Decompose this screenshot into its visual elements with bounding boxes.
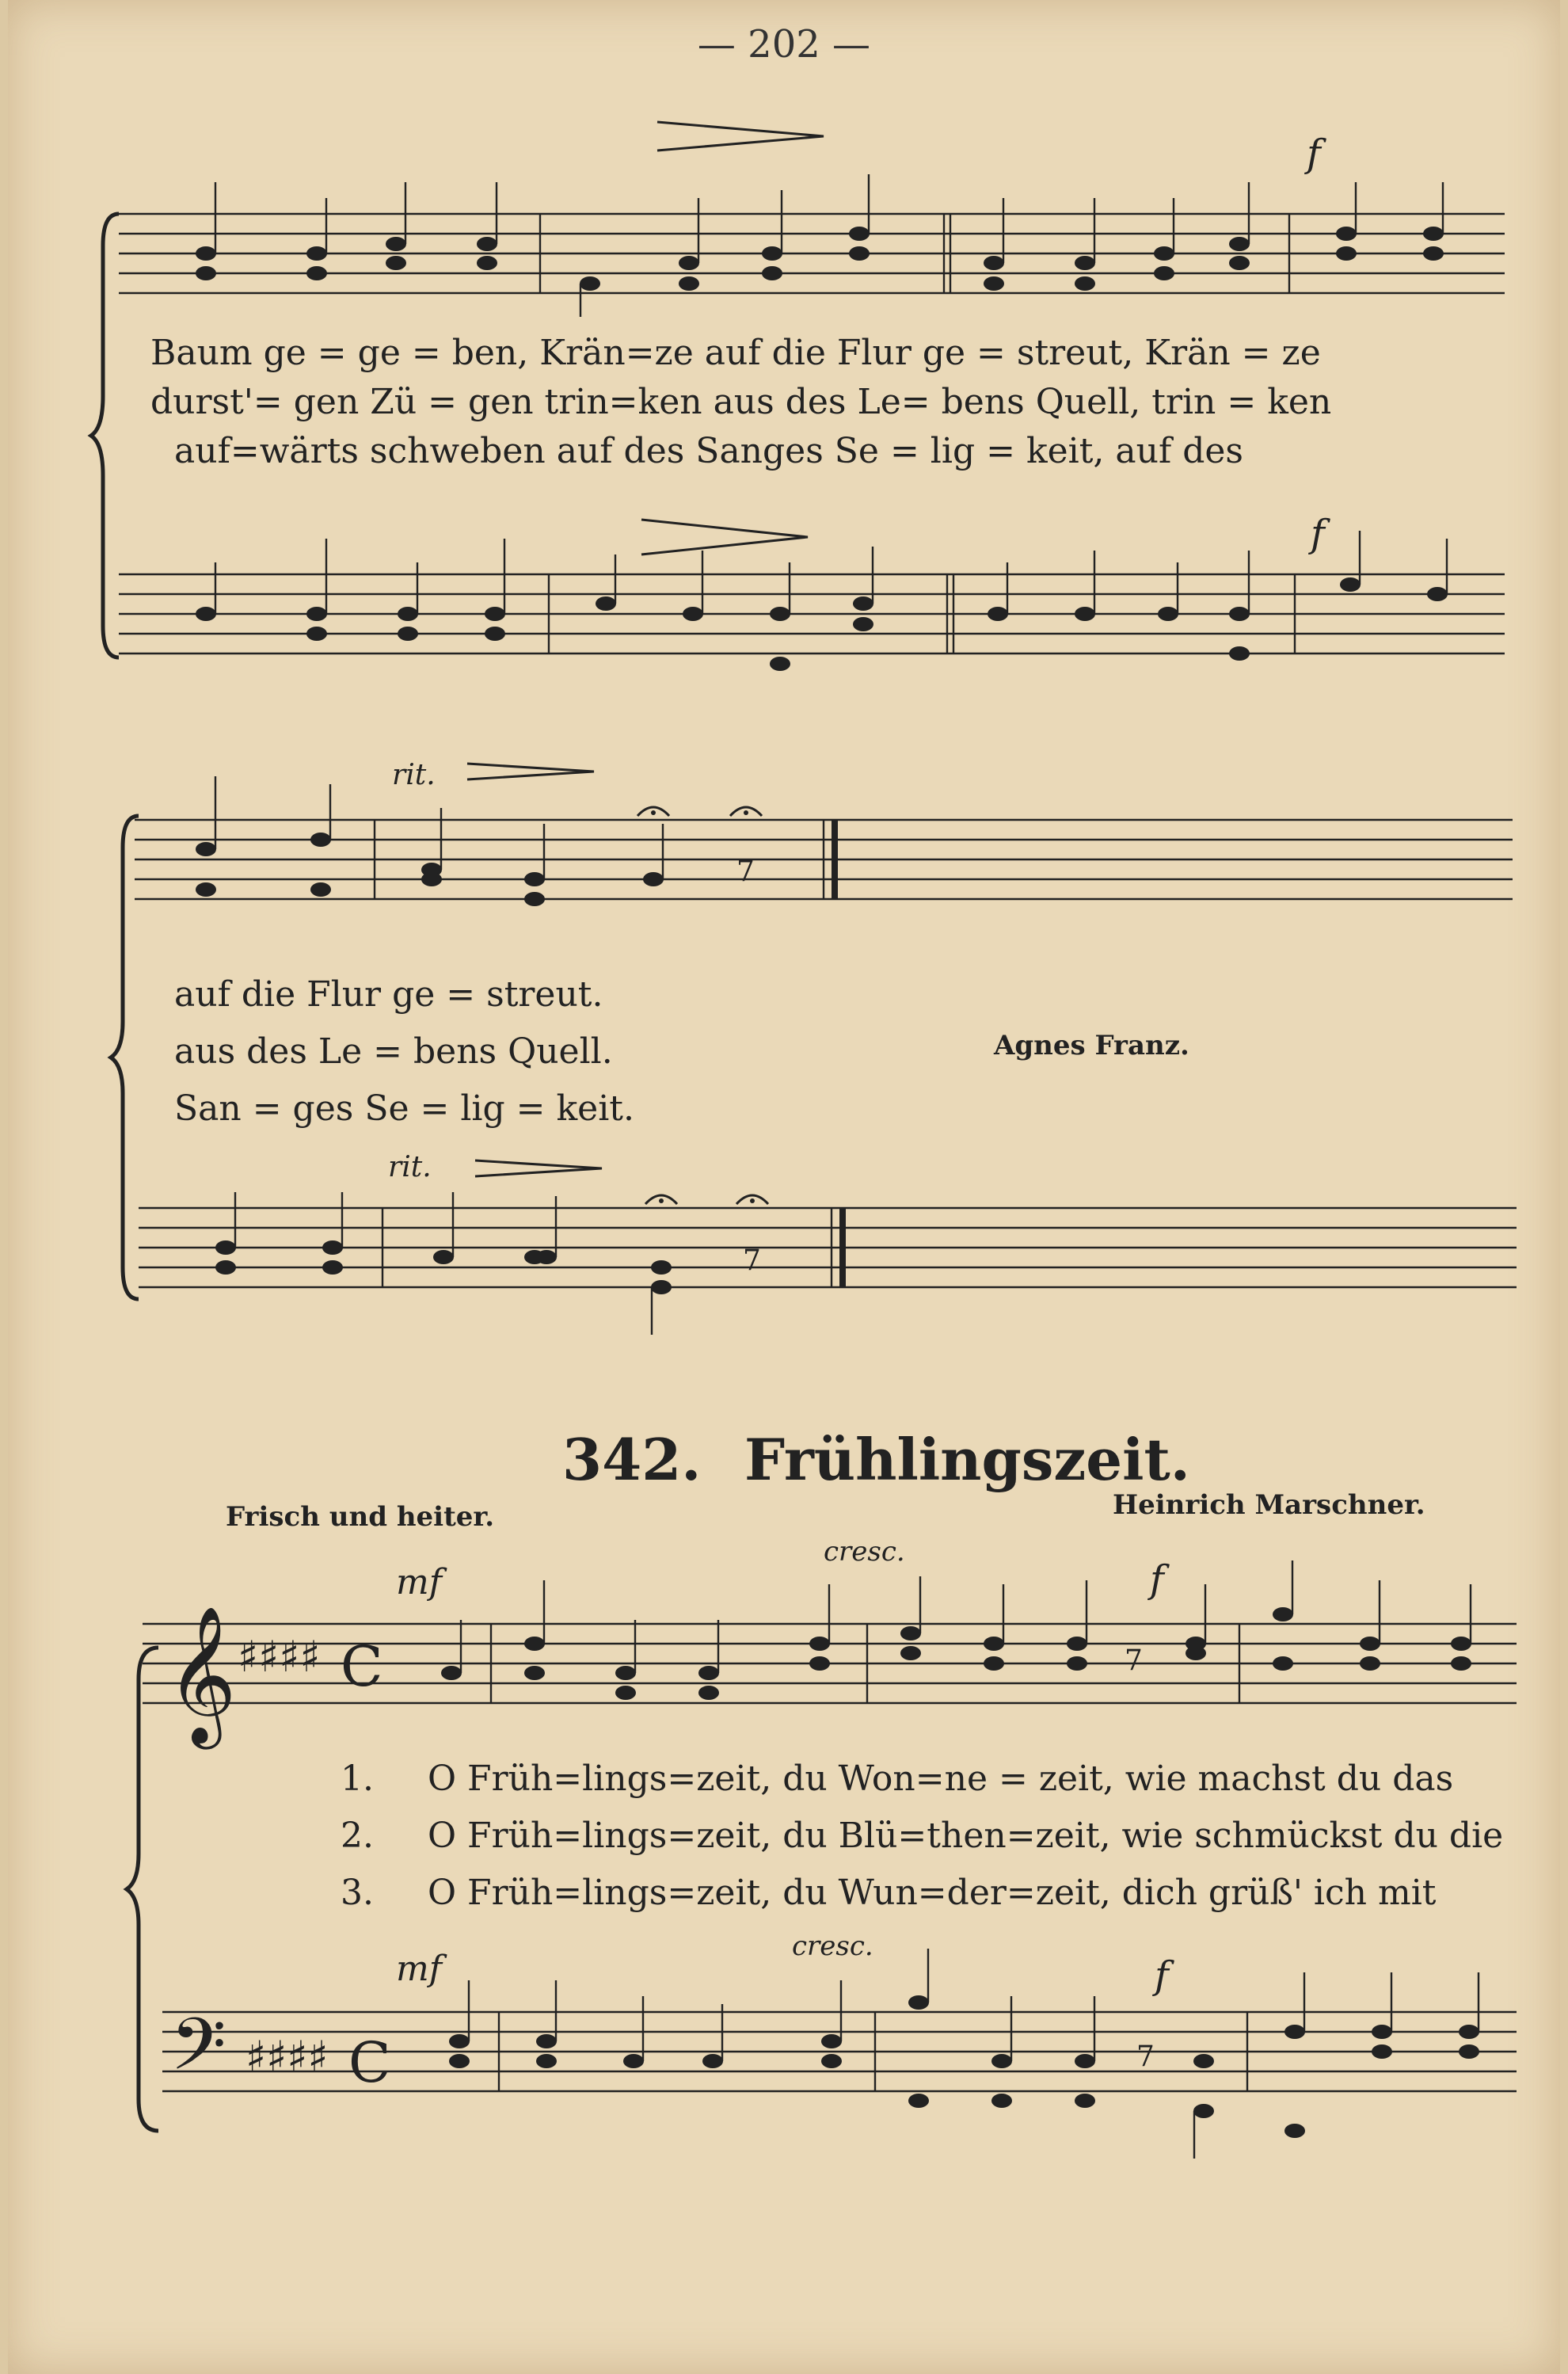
lyric-line-6: San = ges Se = lig = keit. [174, 1088, 634, 1129]
cresc-upper: cresc. [824, 1536, 905, 1568]
song-342-brace [8, 1632, 182, 2147]
tempo-marking: Frisch und heiter. [226, 1501, 495, 1533]
svg-text:7: 7 [743, 1244, 761, 1277]
dynamic-f-lower: f [1155, 1953, 1169, 1998]
verse-1-number: 1. [341, 1759, 374, 1799]
verse-2 [341, 1816, 1503, 1856]
verse-3-text: O Früh=lings=zeit, du Wun=der=zeit, dich grüß' ich mit [427, 1873, 1437, 1913]
dynamic-f-upper: f [1150, 1557, 1164, 1602]
treble-clef-icon: 𝄞 [166, 1606, 237, 1743]
lyricist-credit: Agnes Franz. [994, 1030, 1189, 1061]
dynamic-forte-1: f [1307, 131, 1321, 176]
page-number: — 202 — [697, 22, 871, 67]
hymnal-page [8, 0, 1560, 2374]
composer-credit: Heinrich Marschner. [1113, 1489, 1425, 1521]
song-title: Frühlingszeit. [744, 1426, 1190, 1493]
rit-mark-upper: rit. [392, 759, 436, 791]
lyric-line-5: aus des Le = bens Quell. [174, 1031, 613, 1072]
verse-3-number: 3. [341, 1873, 374, 1913]
common-time-icon: C [341, 1634, 383, 1699]
dynamic-forte-2: f [1311, 512, 1325, 556]
lyric-line-1: Baum ge = ge = ben, Krän=ze auf die Flur ge = streut, Krän = ze [150, 333, 1321, 373]
lyric-line-3: auf=wärts schweben auf des Sanges Se = lig = keit, auf des [174, 431, 1244, 471]
lyric-line-2: durst'= gen Zü = gen trin=ken aus des Le= bens Quell, trin = ken [150, 382, 1332, 422]
system-1-upper-staff [8, 131, 1560, 341]
key-signature-sharps-icon: ♯♯♯♯ [238, 1632, 321, 1682]
song-342-lower-staff [8, 1930, 1560, 2170]
rit-mark-lower: rit. [388, 1151, 432, 1183]
system-2-upper-staff [8, 760, 1560, 958]
dynamic-mf-lower: mf [396, 1949, 443, 1989]
system-1-brace [8, 198, 166, 673]
verse-2-text: O Früh=lings=zeit, du Blü=then=zeit, wie schmückst du die [427, 1816, 1504, 1856]
verse-2-number: 2. [341, 1816, 374, 1856]
lyric-line-4: auf die Flur ge = streut. [174, 974, 603, 1015]
svg-text:7: 7 [1125, 1644, 1143, 1677]
verse-3 [341, 1873, 1436, 1913]
system-2-lower-staff [8, 1145, 1560, 1351]
svg-text:7: 7 [736, 855, 755, 888]
system-1-lower-staff [8, 512, 1560, 713]
song-number: 342. [562, 1426, 702, 1493]
dynamic-mf-upper: mf [396, 1562, 443, 1602]
song-342-upper-staff [8, 1536, 1560, 1751]
system-2-brace [8, 800, 166, 1315]
key-signature-sharps-icon-lower: ♯♯♯♯ [245, 2032, 329, 2082]
bass-clef-icon: 𝄢 [170, 2002, 226, 2104]
verse-1-text: O Früh=lings=zeit, du Won=ne = zeit, wie machst du das [427, 1759, 1454, 1799]
cresc-lower: cresc. [792, 1930, 873, 1962]
verse-1 [341, 1759, 1453, 1799]
common-time-icon-lower: C [348, 2030, 391, 2095]
svg-text:7: 7 [1136, 2041, 1155, 2073]
